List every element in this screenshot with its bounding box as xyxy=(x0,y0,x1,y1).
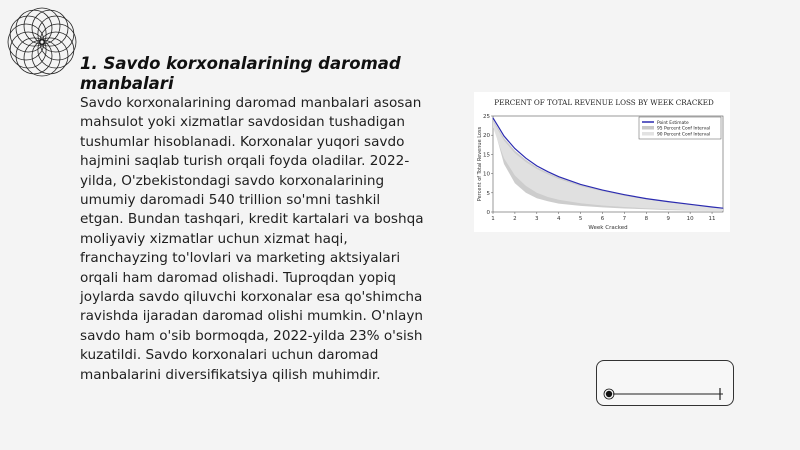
point-estimate-point xyxy=(536,166,537,167)
y-tick-label: 20 xyxy=(483,133,490,140)
y-tick-labels xyxy=(483,114,493,216)
point-estimate-point xyxy=(526,158,527,159)
point-estimate-point xyxy=(515,148,516,149)
x-tick-label: 9 xyxy=(666,216,670,222)
point-estimate-point xyxy=(690,204,691,205)
legend-label-90: 90 Percent Conf Interval xyxy=(657,132,711,138)
chart-title: PERCENT OF TOTAL REVENUE LOSS BY WEEK CRACKED xyxy=(494,98,714,107)
y-axis-label: Percent of Total Revenue Loss xyxy=(477,126,483,202)
y-tick-label: 15 xyxy=(483,152,490,159)
x-tick-label: 2 xyxy=(513,216,517,222)
x-tick-label: 4 xyxy=(556,216,561,222)
y-tick-label: 5 xyxy=(486,190,490,197)
point-estimate-point xyxy=(712,207,713,208)
point-estimate-point xyxy=(504,136,505,137)
x-tick-label: 3 xyxy=(535,216,539,222)
legend-label-point-estimate: Point Estimate xyxy=(657,121,689,126)
slide-body-text: Savdo korxonalarining daromad manbalari asosan mahsulot yoki xizmatlar savdosidan tushadigan tushumlar hisoblanadi. Korxonalar yuqori savdo hajmini saqlab turish orqali foyda oladilar. 2022-yilda, O'zbekistondagi savdo korxonalarining umumiy daromadi 540 trillion so'mni tashkil etgan. Bundan tashqari, kredit kartalari va boshqa moliyaviy xizmatlar uchun xizmat haqi, franchayzing to'lovlari va marketing aktsiyalari orqali ham daromad olishadi. Tuproqdan yopiq joylarda savdo qiluvchi korxonalar esa qo'shimcha ravishda ijaradan daromad olishi mumkin. O'nlayn savdo ham o'sib bormoqda, 2022-yilda 23% o'sish kuzatildi. Savdo korxonalari uchun daromad manbalarini diversifikatsiya qilish muhimdir. xyxy=(80,95,424,383)
x-tick-label: 5 xyxy=(578,216,583,222)
slider-start-knob[interactable] xyxy=(606,391,612,397)
x-tick-label: 7 xyxy=(622,216,627,222)
x-tick-label: 10 xyxy=(686,216,694,222)
x-axis-label: Week Cracked xyxy=(588,225,628,231)
point-estimate-point xyxy=(580,184,581,185)
x-tick-label: 6 xyxy=(600,216,605,222)
x-tick-label: 11 xyxy=(708,216,716,222)
timeline-slider-icon xyxy=(597,361,733,405)
geometric-logo-icon xyxy=(4,4,80,80)
point-estimate-point xyxy=(493,118,494,119)
point-estimate-point xyxy=(558,176,559,177)
point-estimate-point xyxy=(723,208,724,209)
legend-label-95: 95 Percent Conf Interval xyxy=(657,126,711,132)
point-estimate-point xyxy=(668,201,669,202)
legend-swatch-90 xyxy=(642,132,654,136)
timeline-control[interactable] xyxy=(596,360,734,406)
y-tick-label: 10 xyxy=(483,171,490,178)
slide-title: 1. Savdo korxonalarining daromad manbalari xyxy=(80,54,401,93)
chart-svg xyxy=(474,92,730,232)
y-tick-label: 0 xyxy=(486,210,490,216)
legend-swatch-95 xyxy=(642,126,654,130)
revenue-loss-chart xyxy=(474,92,730,232)
point-estimate-point xyxy=(547,171,548,172)
x-tick-label: 8 xyxy=(644,216,649,222)
chart-legend xyxy=(639,117,721,139)
point-estimate-point xyxy=(646,198,647,199)
x-tick-label: 1 xyxy=(491,216,495,222)
x-tick-labels xyxy=(491,212,715,222)
y-tick-label: 25 xyxy=(483,114,490,120)
point-estimate-point xyxy=(624,194,625,195)
point-estimate-point xyxy=(602,190,603,191)
